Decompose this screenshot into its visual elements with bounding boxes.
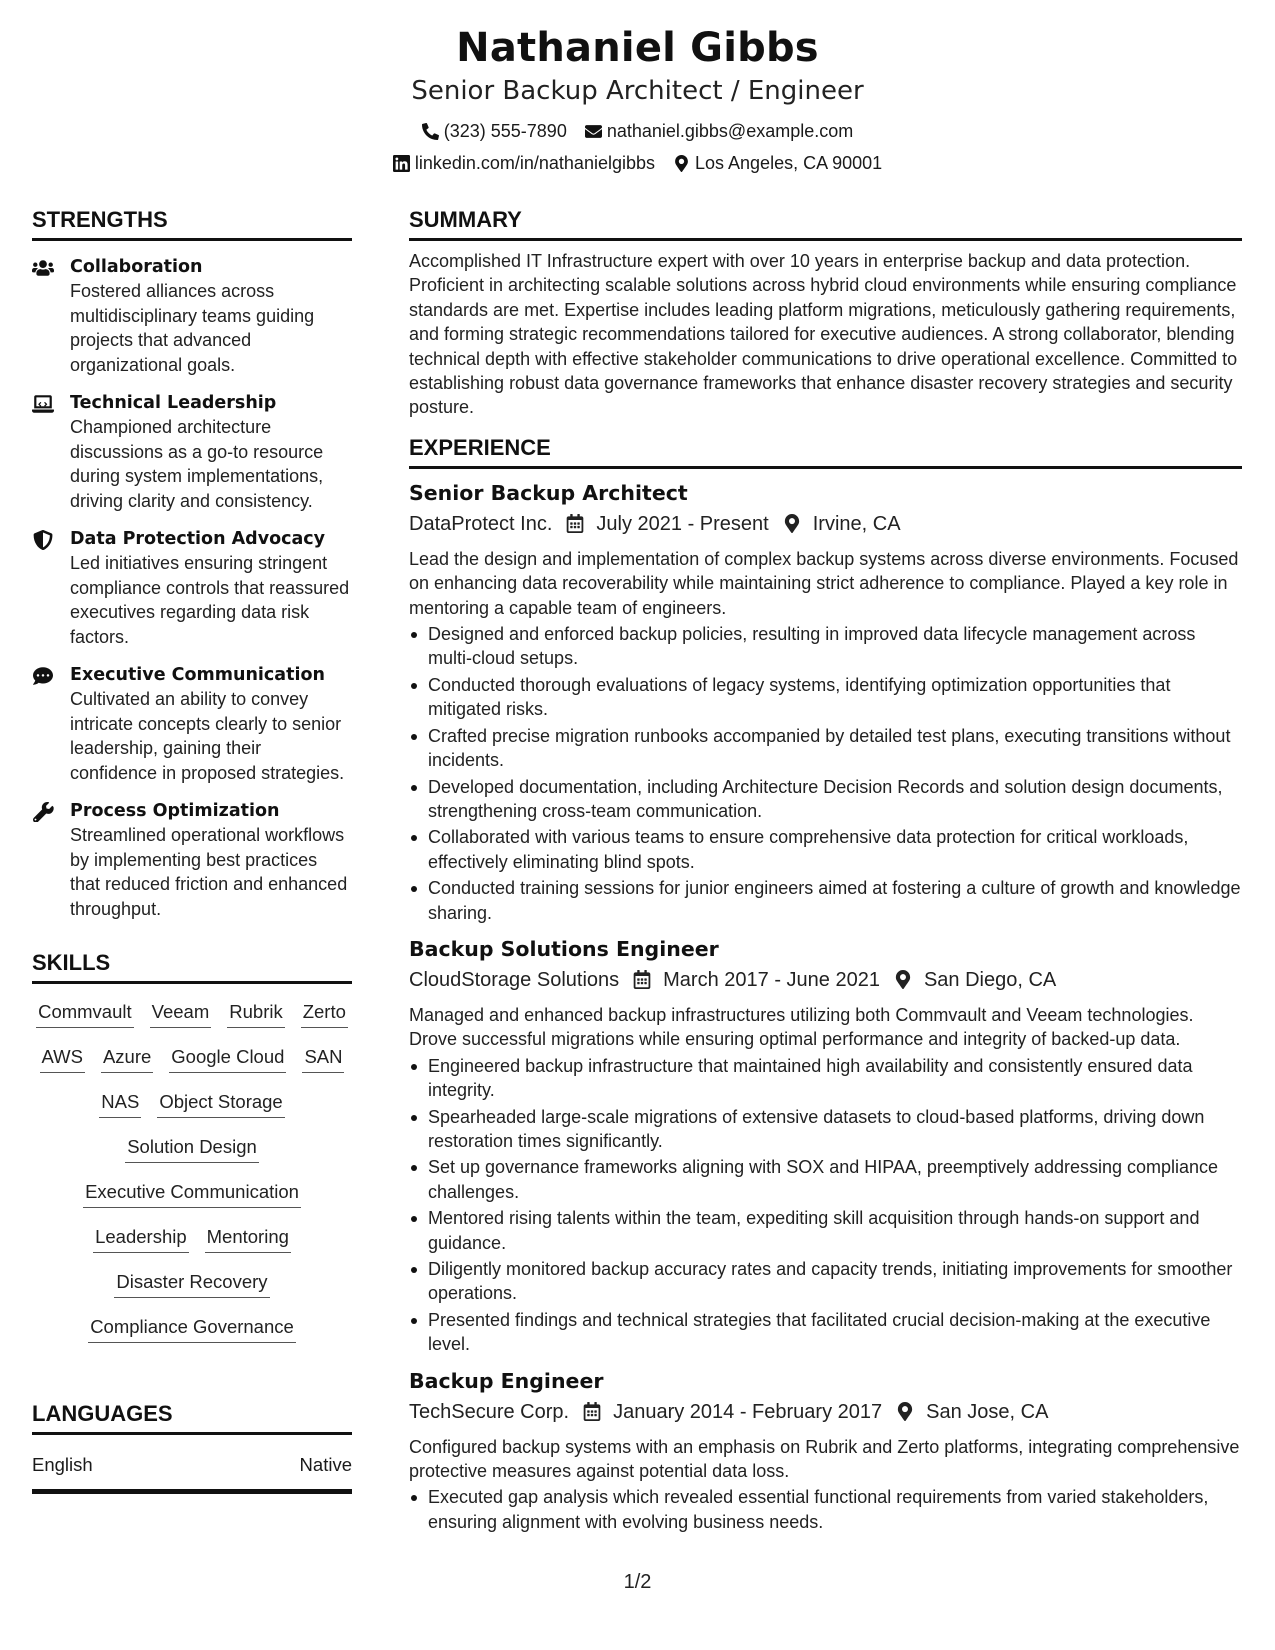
phone-contact	[422, 120, 567, 142]
contact-row-2	[0, 152, 1275, 174]
strength-title: Technical Leadership	[70, 393, 277, 413]
job-bullet: Designed and enforced backup policies, resulting in improved data lifecycle management across multi-cloud setups.	[409, 622, 1242, 671]
linkedin-text: linkedin.com/in/nathanielgibbs	[414, 153, 655, 173]
linkedin-contact[interactable]	[393, 152, 655, 174]
skill-line	[32, 1176, 352, 1221]
job-bullet: Mentored rising talents within the team, expediting skill acquisition through hands-on support and guidance.	[409, 1206, 1242, 1255]
job-bullets	[409, 1485, 1242, 1534]
shield-icon	[32, 530, 54, 550]
skill-tag: Leadership	[93, 1225, 189, 1253]
calendar-icon	[583, 1402, 601, 1421]
map-marker-icon	[896, 1402, 914, 1421]
strength-desc: Fostered alliances across multidisciplinary teams guiding projects that advanced organizational goals.	[70, 281, 315, 375]
calendar-icon	[633, 970, 651, 989]
map-marker-icon	[894, 970, 912, 989]
strength-title: Collaboration	[70, 257, 203, 277]
skill-line	[32, 1131, 352, 1176]
summary-heading: SUMMARY	[409, 206, 1242, 241]
job-description: Lead the design and implementation of complex backup systems across diverse environments. Focused on enhancing data recoverability while maintaining strict adherence to compliance. Played a key role in mentoring a capable team of engineers.	[409, 548, 1239, 618]
candidate-title: Senior Backup Architect / Engineer	[411, 76, 864, 106]
skill-line	[32, 1041, 352, 1086]
skill-line	[32, 1311, 352, 1356]
envelope-icon	[585, 123, 602, 140]
job-dates: March 2017 - June 2021	[663, 968, 880, 991]
skills-heading: SKILLS	[32, 949, 352, 984]
wrench-icon	[32, 802, 54, 822]
job-bullet: Crafted precise migration runbooks accompanied by detailed test plans, executing transitions without incidents.	[409, 724, 1242, 773]
job-bullet: Presented findings and technical strategies that facilitated crucial decision-making at the executive level.	[409, 1308, 1242, 1357]
skill-line	[32, 1266, 352, 1311]
skill-tag: AWS	[40, 1045, 85, 1073]
skill-tag: Zerto	[301, 1000, 348, 1028]
language-name: English	[32, 1454, 93, 1475]
skills-list	[32, 996, 352, 1356]
job-company: DataProtect Inc.	[409, 512, 553, 535]
skill-tag: Disaster Recovery	[114, 1270, 269, 1298]
job-bullets	[409, 622, 1242, 925]
language-row	[32, 1453, 352, 1494]
job-company: TechSecure Corp.	[409, 1400, 570, 1423]
users-icon	[32, 258, 54, 278]
job-bullet: Engineered backup infrastructure that maintained high availability and consistently ensured data integrity.	[409, 1054, 1242, 1103]
calendar-icon	[566, 514, 584, 533]
strength-item	[32, 255, 352, 377]
page-number: 1/2	[623, 1571, 652, 1593]
strength-title: Data Protection Advocacy	[70, 529, 326, 549]
candidate-name: Nathaniel Gibbs	[456, 25, 819, 71]
email-text: nathaniel.gibbs@example.com	[606, 121, 854, 141]
job-bullet: Executed gap analysis which revealed essential functional requirements from varied stakeholders, ensuring alignment with evolving business needs.	[409, 1485, 1242, 1534]
skill-line	[32, 996, 352, 1041]
job-entry	[409, 479, 1242, 925]
job-bullet: Developed documentation, including Architecture Decision Records and solution design documents, strengthening cross-team communication.	[409, 775, 1242, 824]
job-meta	[409, 1397, 1242, 1427]
job-company: CloudStorage Solutions	[409, 968, 620, 991]
job-entry	[409, 935, 1242, 1357]
strength-desc: Championed architecture discussions as a go-to resource during system implementations, driving clarity and consistency.	[70, 417, 324, 511]
job-description: Managed and enhanced backup infrastructures utilizing both Commvault and Veeam technologies. Drove successful migrations while ensuring optimal performance and integrity of backed-up data.	[409, 1004, 1194, 1050]
languages-heading: LANGUAGES	[32, 1400, 352, 1435]
job-bullet: Conducted thorough evaluations of legacy systems, identifying optimization opportunities that mitigated risks.	[409, 673, 1242, 722]
email-contact[interactable]	[585, 120, 853, 142]
experience-heading: EXPERIENCE	[409, 434, 1242, 469]
strength-title: Process Optimization	[70, 801, 280, 821]
job-dates: July 2021 - Present	[596, 512, 769, 535]
strength-item	[32, 663, 352, 785]
job-bullet: Diligently monitored backup accuracy rates and capacity trends, initiating improvements for smoother operations.	[409, 1257, 1242, 1306]
skill-tag: Solution Design	[125, 1135, 259, 1163]
map-marker-icon	[673, 155, 690, 172]
skill-tag: Azure	[101, 1045, 153, 1073]
strength-desc: Led initiatives ensuring stringent compliance controls that reassured executives regarding data risk factors.	[70, 553, 350, 647]
job-location: San Jose, CA	[926, 1400, 1049, 1423]
location-text: Los Angeles, CA 90001	[695, 153, 883, 173]
job-meta	[409, 965, 1242, 995]
job-bullet: Conducted training sessions for junior engineers aimed at fostering a culture of growth and knowledge sharing.	[409, 876, 1242, 925]
right-column	[409, 206, 1242, 1534]
phone-icon	[422, 123, 439, 140]
phone-text: (323) 555-7890	[443, 121, 567, 141]
linkedin-icon	[393, 155, 410, 172]
job-title: Backup Solutions Engineer	[409, 936, 719, 961]
skill-tag: Compliance Governance	[88, 1315, 296, 1343]
skill-line	[32, 1221, 352, 1266]
skill-tag: SAN	[302, 1045, 344, 1073]
skill-tag: Commvault	[36, 1000, 134, 1028]
skill-tag: Object Storage	[157, 1090, 284, 1118]
skill-tag: Executive Communication	[83, 1180, 301, 1208]
strength-desc: Cultivated an ability to convey intricate concepts clearly to senior leadership, gaining their confidence in proposed strategies.	[70, 689, 345, 783]
job-description: Configured backup systems with an emphasis on Rubrik and Zerto platforms, integrating comprehensive protective measures against potential data loss.	[409, 1436, 1240, 1482]
job-bullet: Collaborated with various teams to ensure comprehensive data protection for critical workloads, effectively eliminating blind spots.	[409, 825, 1242, 874]
job-title: Backup Engineer	[409, 1368, 604, 1393]
skill-line	[32, 1086, 352, 1131]
location-contact	[673, 152, 882, 174]
strength-item	[32, 391, 352, 513]
job-location: Irvine, CA	[812, 512, 901, 535]
map-marker-icon	[783, 514, 801, 533]
job-meta	[409, 509, 1242, 539]
job-bullet: Spearheaded large-scale migrations of extensive datasets to cloud-based platforms, driving down restoration times significantly.	[409, 1105, 1242, 1154]
strength-desc: Streamlined operational workflows by implementing best practices that reduced friction and enhanced throughput.	[70, 825, 348, 919]
strength-item	[32, 527, 352, 649]
job-title: Senior Backup Architect	[409, 480, 688, 505]
job-location: San Diego, CA	[923, 968, 1057, 991]
skill-tag: Veeam	[150, 1000, 212, 1028]
job-dates: January 2014 - February 2017	[613, 1400, 883, 1423]
skill-tag: Google Cloud	[169, 1045, 286, 1073]
job-bullet: Set up governance frameworks aligning with SOX and HIPAA, preemptively addressing compliance challenges.	[409, 1155, 1242, 1204]
skill-tag: NAS	[99, 1090, 141, 1118]
contact-row-1	[0, 120, 1275, 142]
skill-tag: Mentoring	[205, 1225, 291, 1253]
left-column	[32, 206, 352, 1494]
skill-tag: Rubrik	[227, 1000, 284, 1028]
comment-dots-icon	[32, 666, 54, 686]
job-bullets	[409, 1054, 1242, 1357]
jobs-list	[409, 479, 1242, 1534]
laptop-code-icon	[32, 394, 54, 414]
job-entry	[409, 1367, 1242, 1535]
summary-text: Accomplished IT Infrastructure expert with over 10 years in enterprise backup and data protection. Proficient in architecting scalable solutions across hybrid cloud environments while ensuring compliance standards are met. Expertise includes leading platform migrations, meticulously gathering requirements, and forming strategic recommendations tailored for executive audiences. A strong collaborator, blending technical depth with effective stakeholder communications to drive operational excellence. Committed to establishing robust data governance frameworks that enhance disaster recovery strategies and security posture.	[409, 251, 1238, 418]
strength-title: Executive Communication	[70, 665, 325, 685]
strength-item	[32, 799, 352, 921]
language-level: Native	[299, 1454, 352, 1475]
strengths-heading: STRENGTHS	[32, 206, 352, 241]
resume-header	[0, 22, 1275, 174]
